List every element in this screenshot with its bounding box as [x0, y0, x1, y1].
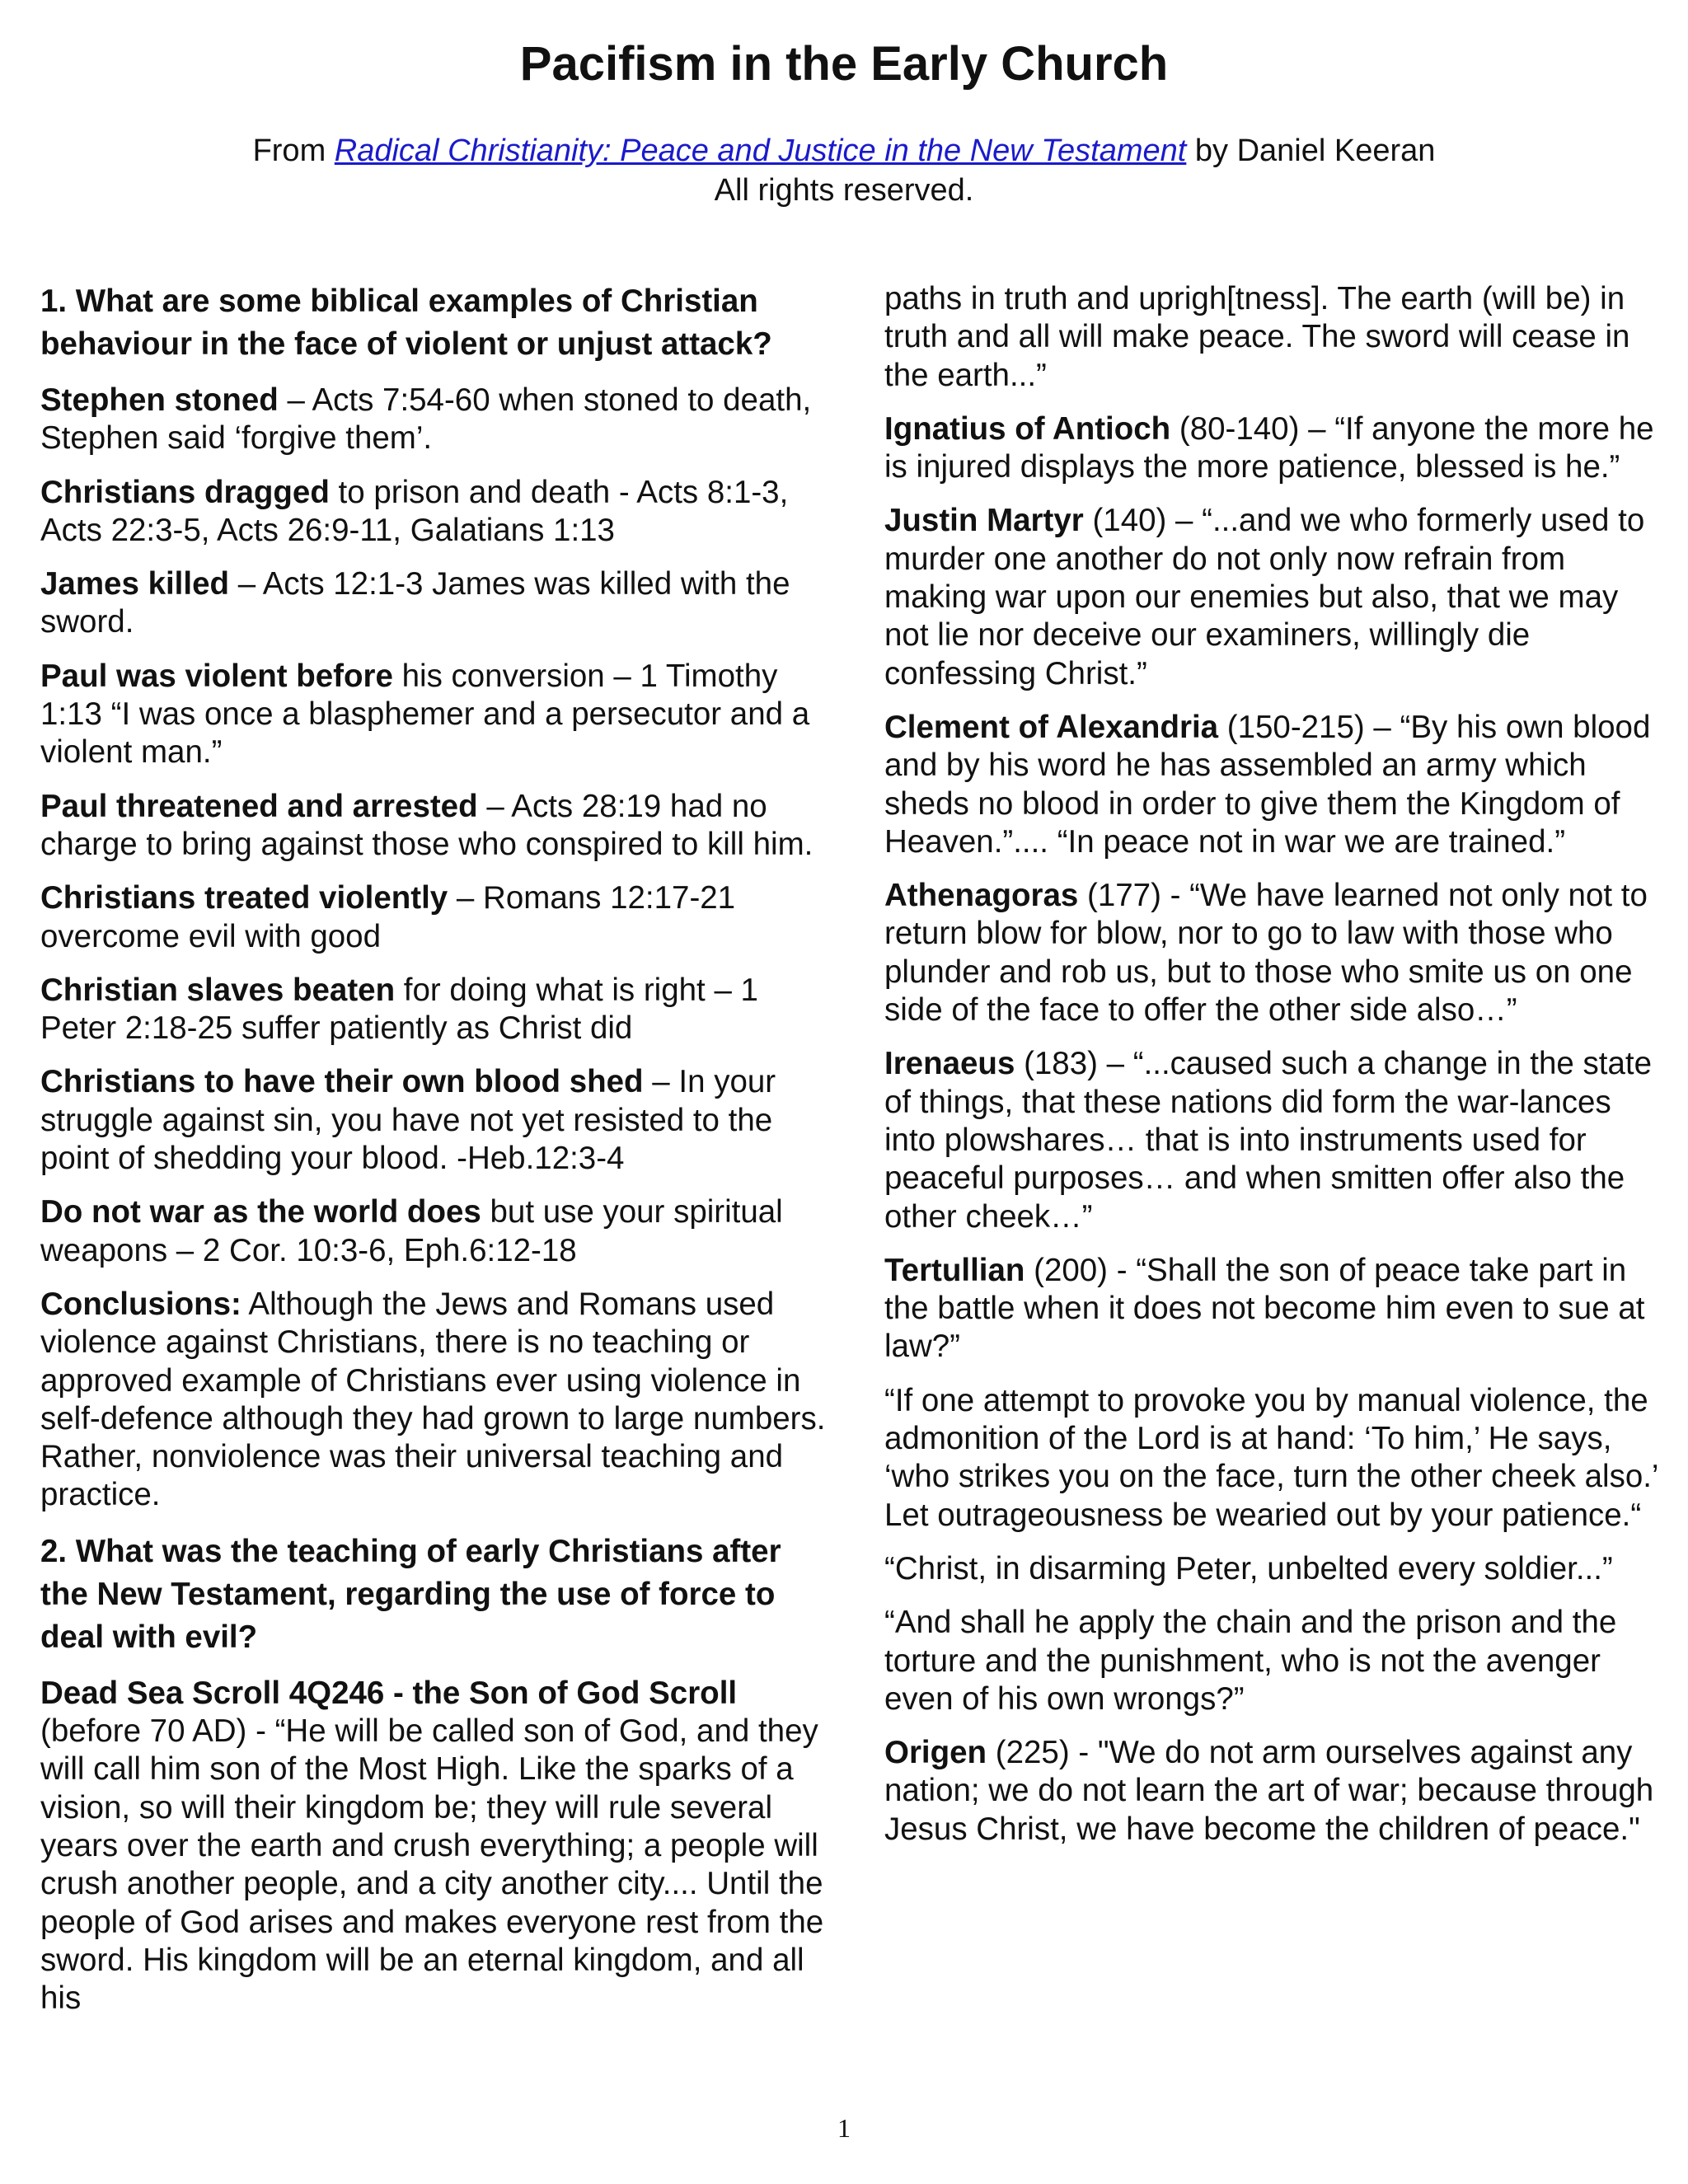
left-column — [40, 280, 832, 2033]
item-label: Christian slaves beaten — [40, 972, 396, 1008]
example-item — [40, 788, 832, 865]
quote-text: (150-215) – “By his own blood and by his word he has assembled an army which sheds no blood in order to give them the Kingdom of Heaven.”.... “In peace not in war we are trained.” — [884, 709, 1651, 860]
item-text: Although the Jews and Romans used violence against Christians, there is no teaching or approved example of Christians ever using violence in self-defence although they had grown to large numbers. Rather, nonviolence was their universal teaching and practice. — [40, 1286, 826, 1513]
quote-item — [884, 877, 1659, 1029]
conclusions-paragraph — [40, 1286, 832, 1515]
author-name: Tertullian — [884, 1252, 1025, 1288]
item-text: (before 70 AD) - “He will be called son of God, and they will call him son of the Most High. Like the sparks of a vision, so will their kingdom be; they will rule several years over the earth and crush everything; a people will crush another people, and a city another city.... Until the people of God arises and makes everyone rest from the sword. His kingdom will be an eternal kingdom, and all his — [40, 1713, 824, 2017]
source-line — [0, 132, 1688, 170]
quote-text: (225) - "We do not arm ourselves against any nation; we do not learn the art of war; because through Jesus Christ, we have become the children of peace." — [884, 1735, 1654, 1847]
author-name: Origen — [884, 1735, 987, 1771]
quote-text: “And shall he apply the chain and the prison and the torture and the punishment, who is not the avenger even of his own wrongs?” — [884, 1605, 1617, 1717]
example-item — [40, 382, 832, 458]
scroll-paragraph — [40, 1675, 832, 2018]
rights-notice: All rights reserved. — [714, 173, 974, 208]
item-text: but use your spiritual weapons – 2 Cor. 10:3-6, Eph.6:12-18 — [40, 1194, 783, 1268]
scroll-continuation: paths in truth and uprigh[tness]. The earth (will be) in truth and all will make peace. The sword will cease in the earth...” — [884, 281, 1630, 393]
quote-item — [884, 1734, 1659, 1849]
quote-text: (200) - “Shall the son of peace take part in the battle when it does not become him even to sue at law?” — [884, 1252, 1645, 1365]
item-text: for doing what is right – 1 Peter 2:18-25 suffer patiently as Christ did — [40, 972, 758, 1047]
quote-item — [884, 1382, 1659, 1535]
item-text: – Acts 28:19 had no charge to bring against those who conspired to kill him. — [40, 788, 814, 862]
item-text: – In your struggle against sin, you have not yet resisted to the point of shedding your blood. -Heb.12:3-4 — [40, 1064, 776, 1177]
item-text: – Acts 7:54-60 when stoned to death, Stephen said ‘forgive them’. — [40, 382, 812, 457]
item-label: Paul was violent before — [40, 658, 393, 694]
quote-item — [884, 502, 1659, 692]
quote-item — [884, 1604, 1659, 1718]
quote-item — [884, 709, 1659, 861]
item-label: Christians dragged — [40, 474, 330, 510]
example-item — [40, 972, 832, 1048]
page-number: 1 — [837, 2113, 851, 2143]
author-name: Justin Martyr — [884, 503, 1084, 539]
quote-item — [884, 410, 1659, 487]
quote-text: (80-140) – “If anyone the more he is injured displays the more patience, blessed is he.” — [884, 410, 1654, 485]
item-label: Christians treated violently — [40, 880, 448, 916]
item-label: Stephen stoned — [40, 382, 279, 418]
example-item — [40, 658, 832, 772]
item-text: to prison and death - Acts 8:1-3, Acts 22:3-5, Acts 26:9-11, Galatians 1:13 — [40, 474, 789, 548]
example-item — [40, 1063, 832, 1178]
example-item — [40, 474, 832, 551]
item-label: Do not war as the world does — [40, 1194, 481, 1230]
item-label: Dead Sea Scroll 4Q246 - the Son of God Scroll — [40, 1675, 738, 1711]
question-2-heading: 2. What was the teaching of early Christians after the New Testament, regarding the use of force to deal with evil? — [40, 1533, 781, 1655]
item-label: Paul threatened and arrested — [40, 788, 478, 824]
example-item — [40, 565, 832, 642]
author-name: Irenaeus — [884, 1046, 1015, 1082]
item-text: his conversion – 1 Timothy 1:13 “I was once a blasphemer and a persecutor and a violent man.” — [40, 658, 810, 771]
question-1-heading: 1. What are some biblical examples of Christian behaviour in the face of violent or unjust attack? — [40, 284, 772, 362]
author-name: Clement of Alexandria — [884, 709, 1219, 745]
author-name: Ignatius of Antioch — [884, 410, 1171, 447]
item-label: James killed — [40, 566, 230, 602]
quote-item — [884, 1045, 1659, 1235]
source-prefix: From — [252, 134, 326, 168]
example-item — [40, 1193, 832, 1270]
quote-text: (177) - “We have learned not only not to return blow for blow, nor to go to law with those who plunder and rob us, but to those who smite us on one side of the face to offer the other side also…” — [884, 878, 1648, 1029]
quote-item — [884, 1252, 1659, 1366]
source-author: by Daniel Keeran — [1194, 134, 1436, 168]
quote-item — [884, 1550, 1659, 1588]
author-name: Athenagoras — [884, 878, 1079, 914]
example-item — [40, 879, 832, 956]
quote-text: (140) – “...and we who formerly used to murder one another do not only now refrain from making war upon our enemies but also, that we may not lie nor deceive our examiners, willingly die confessing Christ.” — [884, 503, 1645, 691]
page-title: Pacifism in the Early Church — [519, 37, 1169, 91]
item-text: – Romans 12:17-21 overcome evil with good — [40, 880, 736, 954]
right-column — [884, 280, 1659, 1864]
quote-text: “If one attempt to provoke you by manual violence, the admonition of the Lord is at hand: ‘To him,’ He says, ‘who strikes you on the face, turn the other cheek also.’ Let outrageousness be wearied out by your patience.“ — [884, 1382, 1658, 1533]
item-label: Conclusions: — [40, 1286, 241, 1322]
item-text: – Acts 12:1-3 James was killed with the sword. — [40, 566, 790, 640]
item-label: Christians to have their own blood shed — [40, 1064, 644, 1100]
quote-text: “Christ, in disarming Peter, unbelted every soldier...” — [884, 1550, 1613, 1586]
quote-text: (183) – “...caused such a change in the state of things, that these nations did form the war-lances into plowshares… that is into instruments used for peaceful purposes… and when smitten offer also the other cheek…” — [884, 1046, 1652, 1235]
book-title-link[interactable]: Radical Christianity: Peace and Justice in the New Testament — [334, 134, 1187, 168]
